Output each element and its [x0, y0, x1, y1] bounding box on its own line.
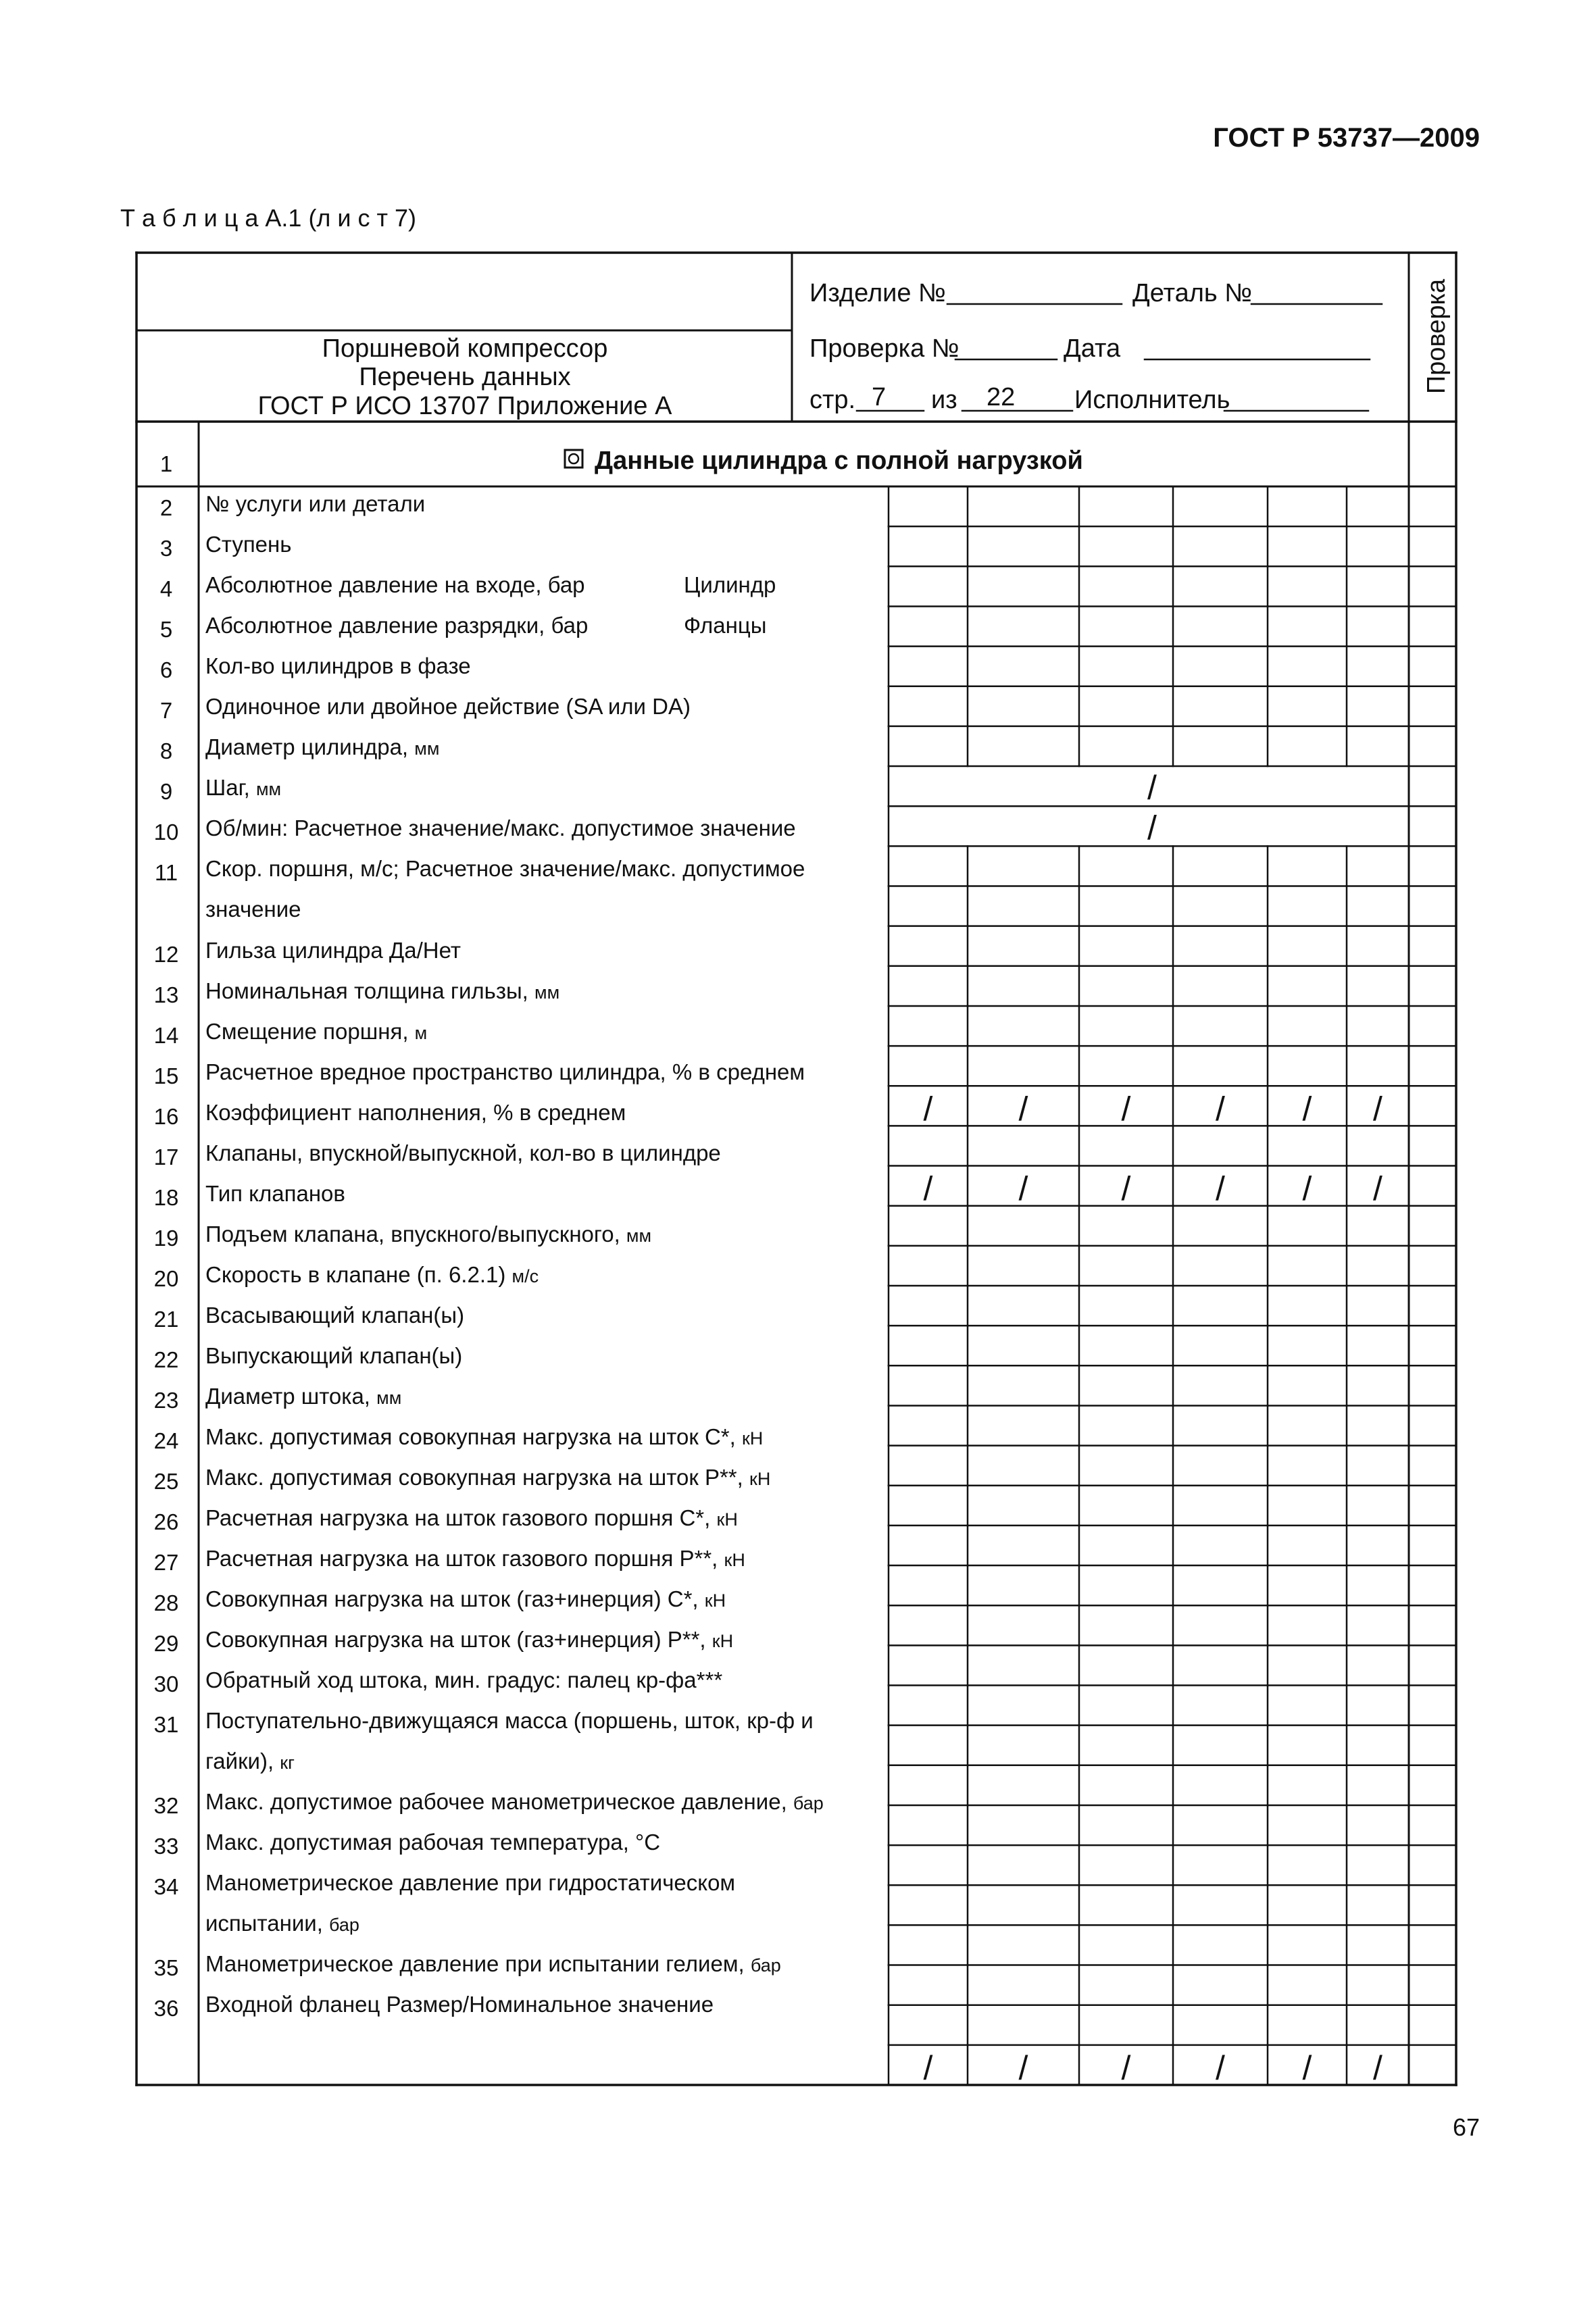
row-label: Смещение поршня, м: [205, 1019, 428, 1044]
izdelie-label: Изделие №: [809, 279, 946, 307]
slash-mark: /: [1216, 1169, 1225, 1208]
row-number: 28: [153, 1590, 179, 1615]
row-label: Номинальная толщина гильзы, мм: [205, 978, 560, 1003]
page-label: стр.: [809, 386, 856, 414]
row-number: 34: [153, 1874, 179, 1899]
row-label: Обратный ход штока, мин. градус: палец кр-фа***: [205, 1667, 723, 1692]
of-value: 22: [987, 383, 1016, 411]
row-label: Шаг, мм: [205, 775, 282, 800]
merged-slash-mark: /: [1147, 769, 1157, 807]
row-label: значение: [205, 897, 301, 922]
checkbox-icon: [565, 450, 582, 468]
row-label: Макс. допустимая совокупная нагрузка на шток С*, кН: [205, 1424, 764, 1449]
row-label: Поступательно-движущаяся масса (поршень, шток, кр-ф и: [205, 1708, 814, 1733]
row-number: 11: [154, 860, 178, 885]
slash-mark: /: [1302, 1169, 1312, 1208]
row-label: Расчетное вредное пространство цилиндра, % в среднем: [205, 1059, 805, 1084]
slash-mark: /: [1216, 1090, 1225, 1128]
row-number: 1: [159, 451, 173, 476]
row-number: 10: [153, 820, 179, 845]
row-number: 5: [159, 617, 173, 642]
row-number: 35: [153, 1955, 179, 1980]
row-label: Расчетная нагрузка на шток газового поршня С*, кН: [205, 1505, 738, 1530]
section-title: Данные цилиндра с полной нагрузкой: [595, 447, 1083, 475]
date-label: Дата: [1064, 334, 1121, 363]
row-number: 6: [159, 657, 173, 682]
row-number: 29: [153, 1631, 179, 1656]
row-label: Совокупная нагрузка на шток (газ+инерция) Р**, кН: [205, 1627, 734, 1652]
page-number: 67: [1452, 2113, 1480, 2141]
row-label: Гильза цилиндра Да/Нет: [205, 938, 462, 963]
row-number: 21: [153, 1307, 179, 1332]
slash-mark: /: [1302, 1090, 1312, 1128]
page-value: 7: [872, 383, 887, 411]
slash-mark: /: [1216, 2049, 1225, 2087]
slash-mark: /: [1373, 1090, 1382, 1128]
row-label: Об/мин: Расчетное значение/макс. допустимое значение: [205, 815, 796, 840]
document-code: ГОСТ Р 53737—2009: [1213, 123, 1480, 153]
slash-mark: /: [1373, 1169, 1382, 1208]
row-label: Всасывающий клапан(ы): [205, 1303, 465, 1328]
row-number: 16: [153, 1104, 179, 1129]
slash-mark: /: [1121, 1090, 1131, 1128]
row-label: Абсолютное давление разрядки, бар: [205, 613, 589, 638]
row-number: 9: [159, 779, 173, 804]
row-label: Входной фланец Размер/Номинальное значение: [205, 1992, 714, 2017]
row-number: 24: [153, 1428, 179, 1453]
row-number: 12: [153, 942, 179, 967]
row-label: Скор. поршня, м/с; Расчетное значение/макс. допустимое: [205, 856, 805, 881]
slash-mark: /: [1018, 1090, 1028, 1128]
row-number: 2: [159, 495, 173, 520]
row-label: гайки), кг: [205, 1749, 295, 1774]
header-title-line: ГОСТ Р ИСО 13707 Приложение А: [257, 392, 672, 420]
row-number: 7: [159, 698, 173, 723]
row-number: 33: [153, 1834, 179, 1859]
slash-mark: /: [1018, 1169, 1028, 1208]
row-label: Тип клапанов: [205, 1181, 345, 1206]
slash-mark: /: [923, 1169, 933, 1208]
row-number: 25: [153, 1469, 179, 1494]
row-number: 31: [153, 1712, 179, 1737]
row-number: 3: [159, 536, 173, 561]
row-label: Выпускающий клапан(ы): [205, 1343, 463, 1368]
row-label: Расчетная нагрузка на шток газового поршня Р**, кН: [205, 1546, 745, 1571]
row-number: 36: [153, 1996, 179, 2021]
row-number: 4: [159, 576, 173, 601]
row-label: Макс. допустимая рабочая температура, °С: [205, 1830, 661, 1855]
row-label: Коэффициент наполнения, % в среднем: [205, 1100, 626, 1125]
header-title-line: Перечень данных: [359, 363, 571, 391]
row-label: Клапаны, впускной/выпускной, кол-во в цилиндре: [205, 1140, 721, 1165]
check-column-title: Проверка: [1422, 278, 1451, 395]
row-number: 27: [153, 1550, 179, 1575]
row-number: 18: [153, 1185, 179, 1210]
row-number: 14: [153, 1023, 179, 1048]
row-number: 26: [153, 1509, 179, 1534]
row-label: Манометрическое давление при испытании гелием, бар: [205, 1951, 781, 1976]
row-label: № услуги или детали: [205, 491, 426, 516]
row-number: 19: [153, 1226, 179, 1251]
row-label: Совокупная нагрузка на шток (газ+инерция) С*, кН: [205, 1586, 726, 1611]
row-label: испытании, бар: [205, 1911, 359, 1936]
row-number: 23: [153, 1388, 179, 1413]
row-number: 22: [153, 1347, 179, 1372]
row-number: 13: [153, 982, 179, 1007]
row-side-label: Цилиндр: [684, 572, 776, 597]
row-number: 8: [159, 738, 173, 763]
row-number: 17: [153, 1145, 179, 1169]
slash-mark: /: [923, 2049, 933, 2087]
row-number: 15: [153, 1063, 179, 1088]
header-title-line: Поршневой компрессор: [322, 334, 608, 363]
slash-mark: /: [1373, 2049, 1382, 2087]
row-label: Подъем клапана, впускного/выпускного, мм: [205, 1222, 652, 1247]
detal-label: Деталь №: [1132, 279, 1253, 307]
of-label: из: [931, 386, 957, 414]
row-label: Одиночное или двойное действие (SA или DA): [205, 694, 691, 719]
row-label: Кол-во цилиндров в фазе: [205, 653, 471, 678]
row-label: Макс. допустимое рабочее манометрическое давление, бар: [205, 1789, 824, 1814]
row-label: Диаметр штока, мм: [205, 1384, 402, 1409]
row-label: Скорость в клапане (п. 6.2.1) м/с: [205, 1262, 539, 1287]
merged-slash-mark: /: [1147, 809, 1157, 847]
proverka-number-label: Проверка №: [809, 334, 959, 363]
row-side-label: Фланцы: [684, 613, 767, 638]
slash-mark: /: [923, 1090, 933, 1128]
row-label: Манометрическое давление при гидростатическом: [205, 1870, 736, 1895]
row-label: Диаметр цилиндра, мм: [205, 734, 440, 759]
slash-mark: /: [1302, 2049, 1312, 2087]
slash-mark: /: [1121, 2049, 1131, 2087]
executor-label: Исполнитель: [1074, 386, 1230, 414]
slash-mark: /: [1018, 2049, 1028, 2087]
row-number: 32: [153, 1793, 179, 1818]
slash-mark: /: [1121, 1169, 1131, 1208]
row-number: 20: [153, 1266, 179, 1291]
table-caption: Т а б л и ц а А.1 (л и с т 7): [120, 204, 417, 232]
row-label: Макс. допустимая совокупная нагрузка на шток Р**, кН: [205, 1465, 771, 1490]
row-label: Ступень: [205, 532, 292, 557]
row-label: Абсолютное давление на входе, бар: [205, 572, 585, 597]
row-number: 30: [153, 1671, 179, 1696]
